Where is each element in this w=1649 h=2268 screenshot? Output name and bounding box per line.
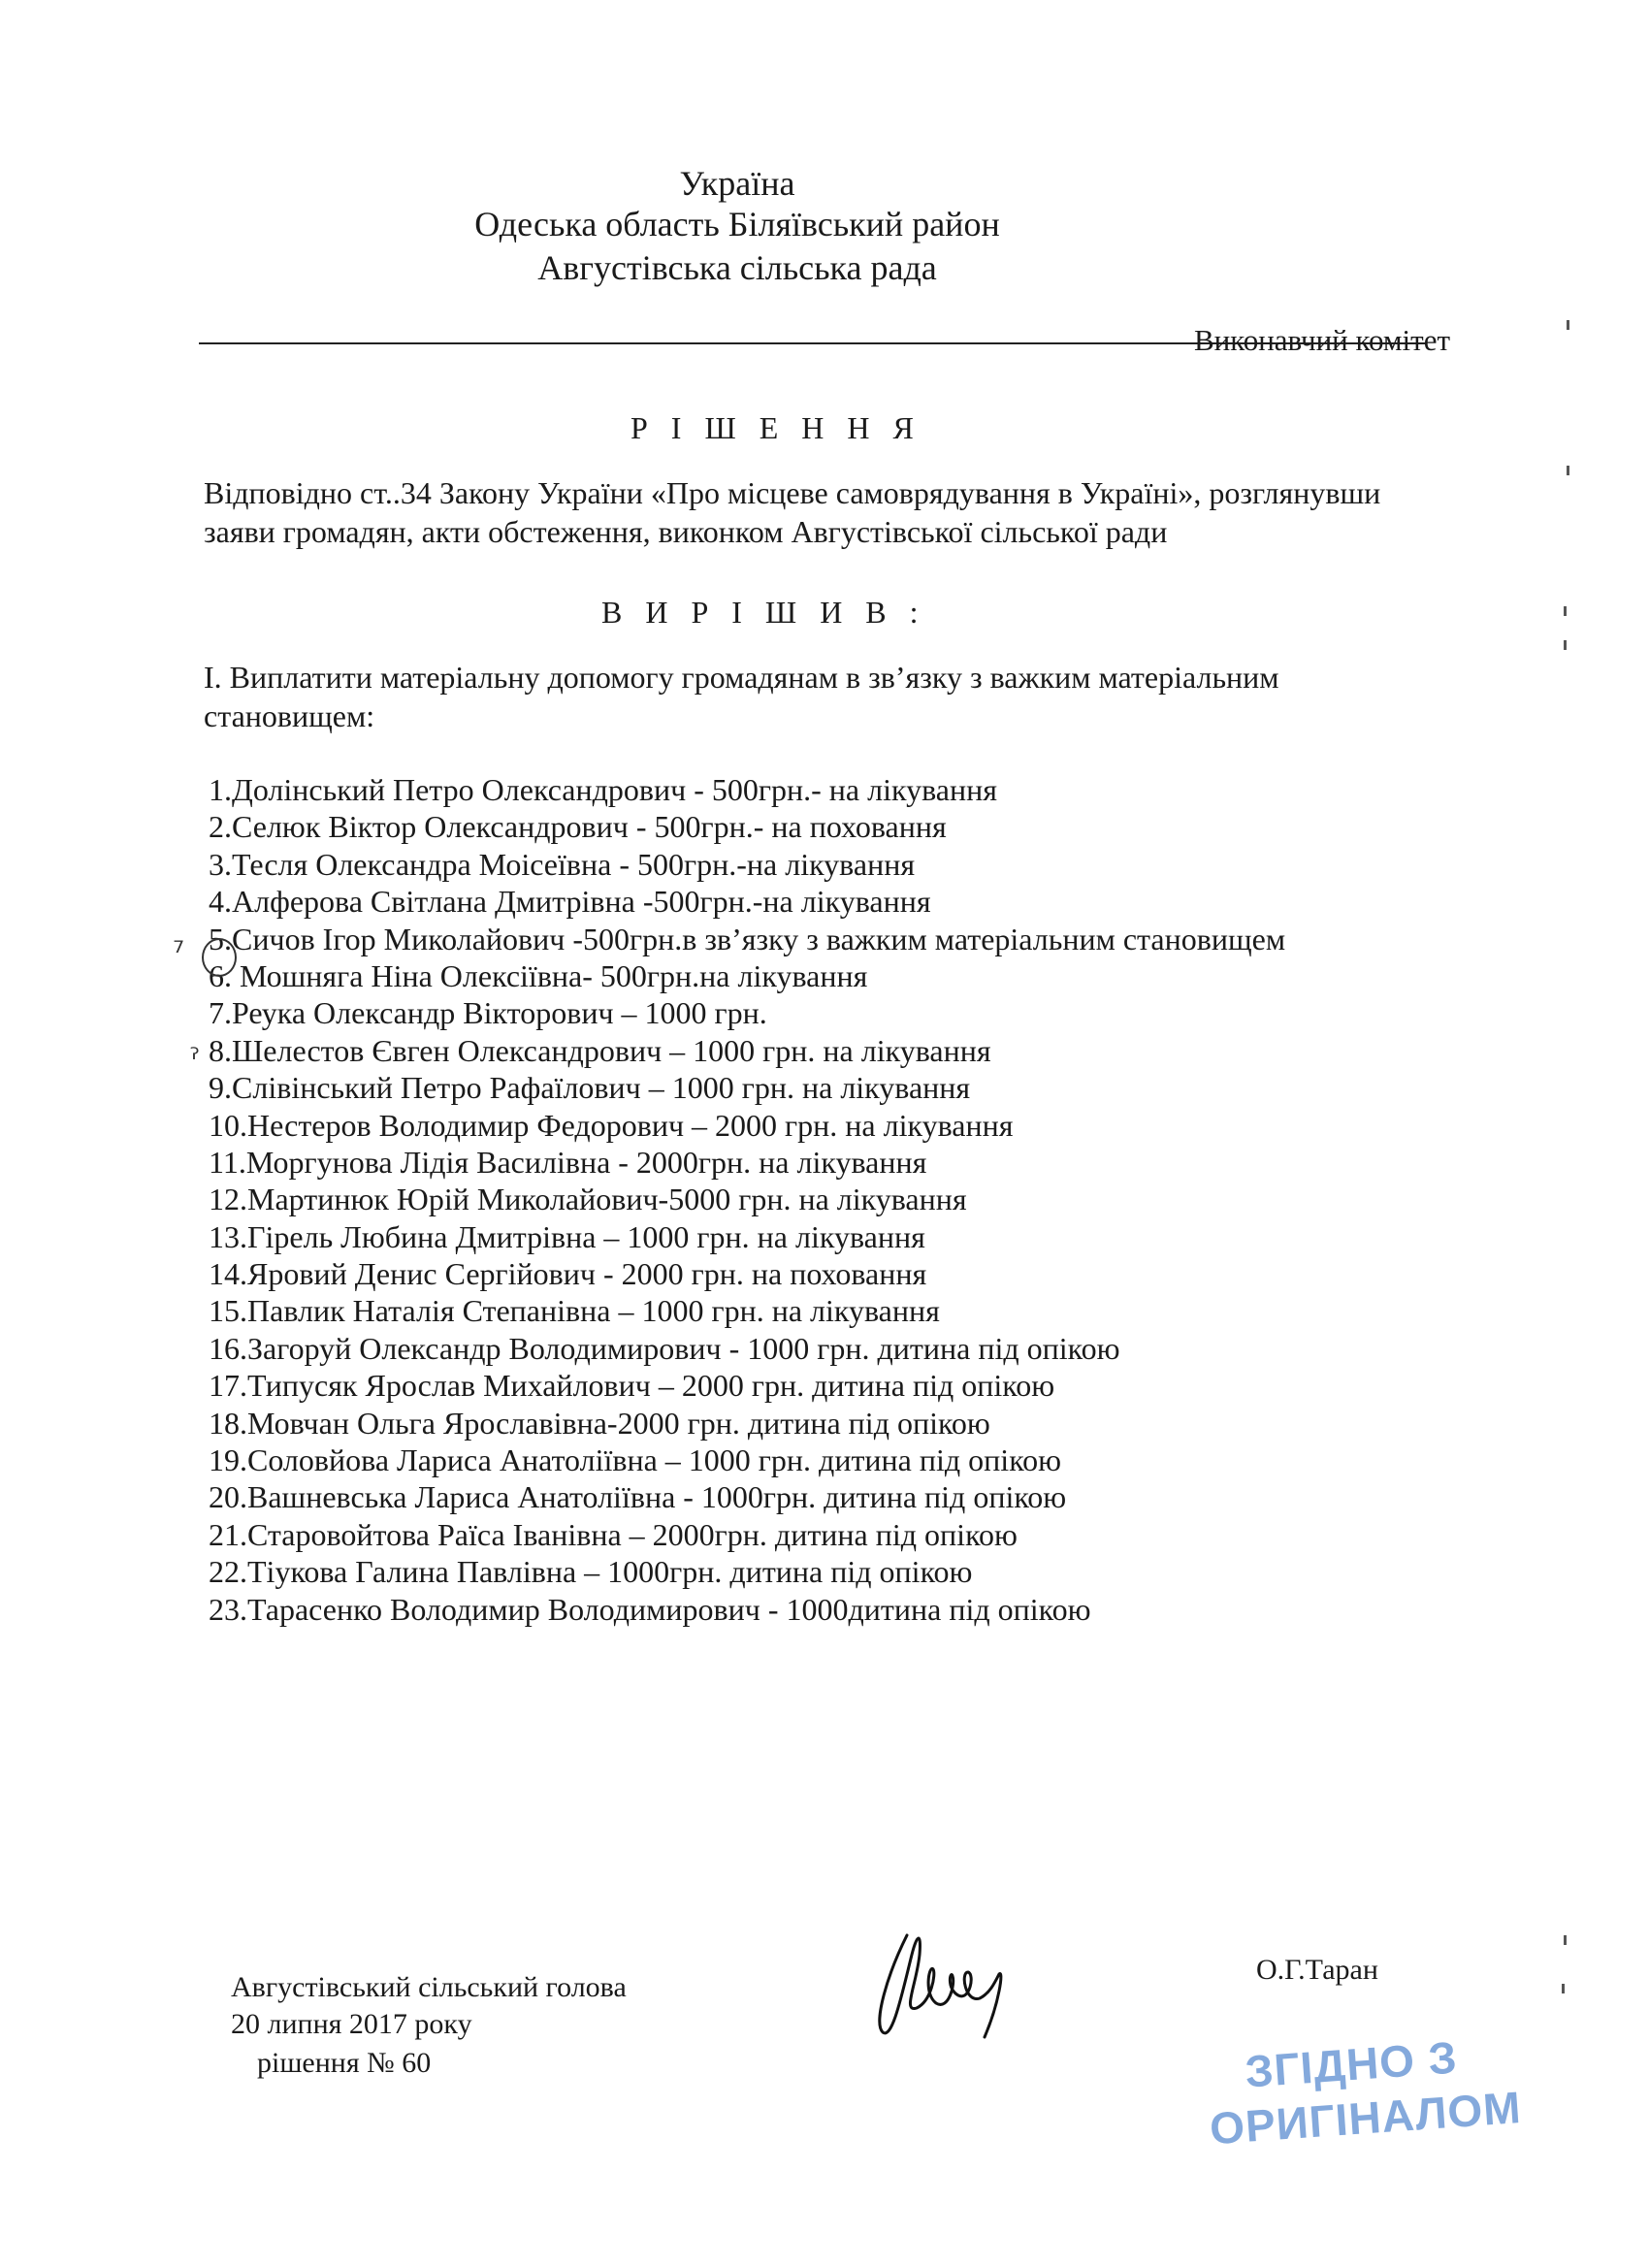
list-item: 6. Мошняга Ніна Олексіївна- 500грн.на лікування xyxy=(209,957,868,993)
list-item: 9.Слівінський Петро Рафаїлович – 1000 грн. на лікування xyxy=(209,1070,971,1106)
list-item: 5.Сичов Ігор Миколайович -500грн.в зв’язку з важким матеріальним становищем xyxy=(209,921,1286,956)
decided-heading: В И Р І Ш И В : xyxy=(601,595,926,630)
recipients-list xyxy=(209,771,1285,1628)
preamble-line-2: заяви громадян, акти обстеження, виконком Августівської сільської ради xyxy=(204,514,1168,549)
list-item: 11.Моргунова Лідія Василівна - 2000грн. на лікування xyxy=(209,1144,927,1180)
list-item: 1.Долінський Петро Олександрович - 500грн.- на лікування xyxy=(209,772,997,807)
handwritten-margin-mark: ⁷ xyxy=(173,936,185,970)
footer-date: 20 липня 2017 року xyxy=(231,2008,472,2040)
footer-signatory: О.Г.Таран xyxy=(1256,1954,1378,1986)
header-region: Одеська область Біляївський район xyxy=(474,205,1000,243)
document-title: Р І Ш Е Н Н Я xyxy=(630,410,922,445)
list-item: 20.Вашневська Лариса Анатоліївна - 1000грн. дитина під опікою xyxy=(209,1479,1067,1515)
footer-decision-number: рішення № 60 xyxy=(257,2047,432,2079)
stamp-line-2: ОРИГІНАЛОМ xyxy=(1208,2082,1524,2155)
list-item: 17.Типусяк Ярослав Михайлович – 2000 грн. дитина під опікою xyxy=(209,1368,1055,1404)
list-item: 13.Гірель Любина Дмитрівна – 1000 грн. на лікування xyxy=(209,1218,925,1254)
list-item: 10.Нестеров Володимир Федорович – 2000 грн. на лікування xyxy=(209,1107,1014,1143)
list-item: 8.Шелестов Євген Олександрович – 1000 грн. на лікування xyxy=(209,1032,991,1068)
handwritten-circle-mark xyxy=(202,938,237,977)
list-item: 18.Мовчан Ольга Ярославівна-2000 грн. дитина під опікою xyxy=(209,1405,990,1441)
list-item: 16.Загоруй Олександр Володимирович - 1000 грн. дитина під опікою xyxy=(209,1330,1120,1366)
header-committee: Виконавчий комітет xyxy=(1193,323,1450,357)
clause-line-1: І. Виплатити матеріальну допомогу громадянам в зв’язку з важким матеріальним xyxy=(204,660,1279,695)
certification-stamp xyxy=(1204,2027,1524,2156)
list-item: 21.Старовойтова Раїса Іванівна – 2000грн. дитина під опікою xyxy=(209,1516,1018,1552)
header-country: Україна xyxy=(679,164,795,203)
list-item: 14.Яровий Денис Сергійович - 2000 грн. на поховання xyxy=(209,1256,927,1292)
preamble-line-1: Відповідно ст..34 Закону України «Про місцеве самоврядування в Україні», розглянувши xyxy=(204,475,1381,510)
list-item: 7.Реука Олександр Вікторович – 1000 грн. xyxy=(209,995,767,1031)
stamp-line-1: ЗГІДНО З xyxy=(1243,2031,1460,2097)
header-council: Августівська сільська рада xyxy=(537,248,937,287)
footer-position: Августівський сільський голова xyxy=(231,1971,627,2003)
list-item: 15.Павлик Наталія Степанівна – 1000 грн. на лікування xyxy=(209,1293,940,1329)
list-item: 2.Селюк Віктор Олександрович - 500грн.- на поховання xyxy=(209,809,947,845)
list-item: 22.Тіукова Галина Павлівна – 1000грн. дитина під опікою xyxy=(209,1554,973,1590)
list-item: 19.Соловйова Лариса Анатоліївна – 1000 грн. дитина під опікою xyxy=(209,1442,1062,1478)
signature xyxy=(863,1916,1028,2052)
handwritten-margin-mark: ˀ xyxy=(189,1043,201,1077)
list-item: 23.Тарасенко Володимир Володимирович - 1000дитина під опікою xyxy=(209,1591,1091,1627)
list-item: 3.Тесля Олександра Моісеївна - 500грн.-на лікування xyxy=(209,846,916,882)
clause-line-2: становищем: xyxy=(204,698,375,733)
list-item: 4.Алферова Світлана Дмитрівна -500грн.-на лікування xyxy=(209,884,931,920)
list-item: 12.Мартинюк Юрій Миколайович-5000 грн. на лікування xyxy=(209,1182,967,1217)
